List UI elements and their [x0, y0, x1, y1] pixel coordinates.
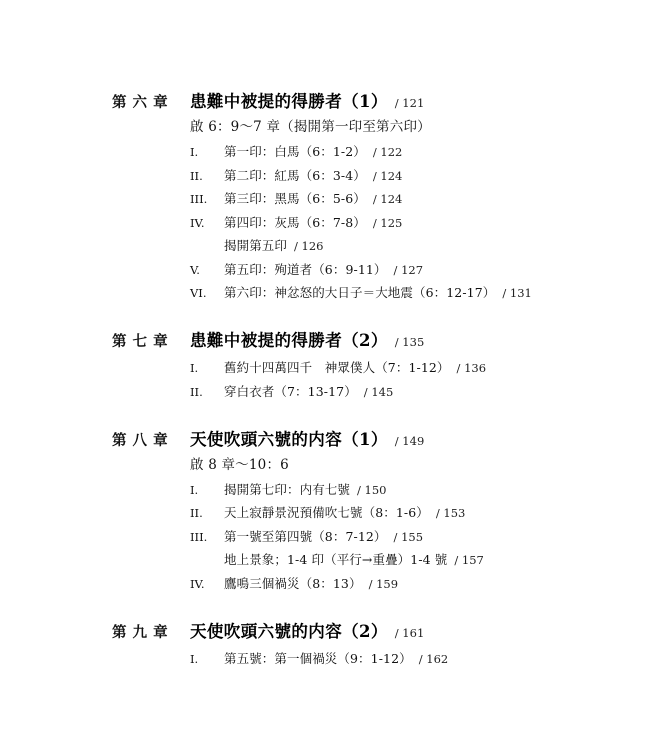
entry-page-number: / 126: [294, 239, 324, 253]
entry-numeral: II.: [190, 384, 203, 399]
toc-entry[interactable]: [190, 260, 650, 278]
entry-title: 揭開第七印：内有七號: [224, 481, 351, 497]
entry-numeral: III.: [190, 529, 208, 544]
chapter-subtitle: 啟 6：9～7 章（揭開第一印至第六印）: [190, 119, 431, 135]
entry-page-number: / 155: [393, 529, 424, 544]
toc-entry[interactable]: [190, 649, 650, 667]
toc-entry[interactable]: [190, 382, 650, 400]
entry-numeral: V.: [190, 262, 200, 277]
chapter-heading[interactable]: [0, 88, 650, 112]
toc-entry[interactable]: [190, 236, 650, 254]
entry-page-number: / 150: [357, 482, 387, 497]
entry-title: 第六印：神忿怒的大日子＝大地震（6：12-17）: [224, 285, 496, 300]
chapter-title: 天使吹頭六號的内容（1）: [190, 429, 388, 449]
entry-numeral: I.: [190, 651, 199, 666]
chapter-title: 天使吹頭六號的内容（2）: [190, 621, 388, 641]
entry-title: 第四印：灰馬（6：7-8）: [224, 214, 366, 230]
chapter-heading[interactable]: [0, 327, 650, 351]
entry-page-number: / 127: [393, 262, 424, 277]
toc-entry[interactable]: [190, 503, 650, 521]
chapter-title: 患難中被提的得勝者（2）: [190, 331, 388, 350]
chapter-heading[interactable]: [0, 618, 650, 642]
entry-page-number: / 131: [502, 286, 532, 300]
entry-page-number: / 153: [435, 506, 466, 520]
table-of-contents: [0, 88, 650, 667]
entry-title: 第二印：紅馬（6：3-4）: [224, 167, 366, 183]
entry-numeral: I.: [190, 145, 199, 159]
chapter-page-number: / 149: [394, 433, 425, 448]
entry-title: 地上景象；1-4 印（平行→重疊）1-4 號: [224, 552, 448, 567]
chapter-entry-list: [0, 142, 650, 301]
chapter-title: 患難中被提的得勝者（1）: [190, 92, 388, 111]
chapter-label: 第 八 章: [112, 431, 169, 449]
entry-title: 舊約十四萬四千 神眾僕人（7：1-12）: [224, 360, 450, 375]
entry-page-number: / 122: [372, 145, 403, 159]
chapter-heading[interactable]: [0, 426, 650, 450]
entry-numeral: I.: [190, 482, 199, 497]
entry-title: 第五印：殉道者（6：9-11）: [224, 261, 387, 277]
entry-page-number: / 125: [372, 215, 403, 230]
entry-title: 第一號至第四號（8：7-12）: [224, 528, 387, 544]
chapter-label: 第 七 章: [112, 333, 169, 350]
entry-page-number: / 162: [418, 651, 449, 666]
entry-numeral: III.: [190, 192, 208, 206]
chapter-entry-list: [0, 649, 650, 667]
entry-page-number: / 124: [372, 192, 403, 206]
toc-entry[interactable]: [190, 358, 650, 376]
entry-page-number: / 145: [363, 384, 394, 399]
toc-entry[interactable]: [190, 166, 650, 184]
chapter-entry-list: [0, 480, 650, 592]
toc-chapter: [0, 327, 650, 400]
toc-entry[interactable]: [224, 550, 650, 568]
entry-page-number: / 157: [454, 553, 484, 567]
chapter-subtitle: 啟 8 章～10：6: [190, 456, 289, 473]
entry-title: 鷹鳴三個禍災（8：13）: [224, 575, 362, 591]
entry-numeral: II.: [190, 506, 203, 520]
toc-entry[interactable]: [190, 189, 650, 207]
entry-numeral: IV.: [190, 215, 205, 230]
toc-entry[interactable]: [190, 574, 650, 592]
entry-page-number: / 124: [372, 168, 403, 183]
entry-title: 第三印：黑馬（6：5-6）: [224, 191, 366, 206]
entry-numeral: VI.: [190, 286, 207, 300]
toc-entry[interactable]: [190, 480, 650, 498]
chapter-entry-list: [0, 358, 650, 400]
chapter-page-number: / 135: [394, 335, 425, 349]
entry-numeral: II.: [190, 168, 203, 183]
entry-numeral: IV.: [190, 576, 205, 591]
entry-title: 天上寂靜景況預備吹七號（8：1-6）: [224, 505, 429, 520]
toc-chapter: [0, 88, 650, 301]
chapter-label: 第 六 章: [112, 94, 169, 111]
toc-chapter: [0, 426, 650, 592]
entry-page-number: / 136: [456, 361, 487, 375]
chapter-page-number: / 121: [394, 96, 425, 110]
entry-page-number: / 159: [368, 576, 399, 591]
toc-entry[interactable]: [190, 213, 650, 231]
toc-chapter: [0, 618, 650, 667]
entry-numeral: I.: [190, 361, 199, 375]
toc-entry[interactable]: [190, 283, 650, 301]
entry-title: 穿白衣者（7：13-17）: [224, 383, 357, 399]
toc-entry[interactable]: [190, 527, 650, 545]
chapter-page-number: / 161: [394, 625, 425, 640]
entry-title: 第一印：白馬（6：1-2）: [224, 144, 366, 159]
chapter-label: 第 九 章: [112, 623, 169, 641]
entry-title: 第五號：第一個禍災（9：1-12）: [224, 650, 412, 666]
toc-entry[interactable]: [190, 142, 650, 160]
entry-title: 揭開第五印: [224, 238, 288, 253]
